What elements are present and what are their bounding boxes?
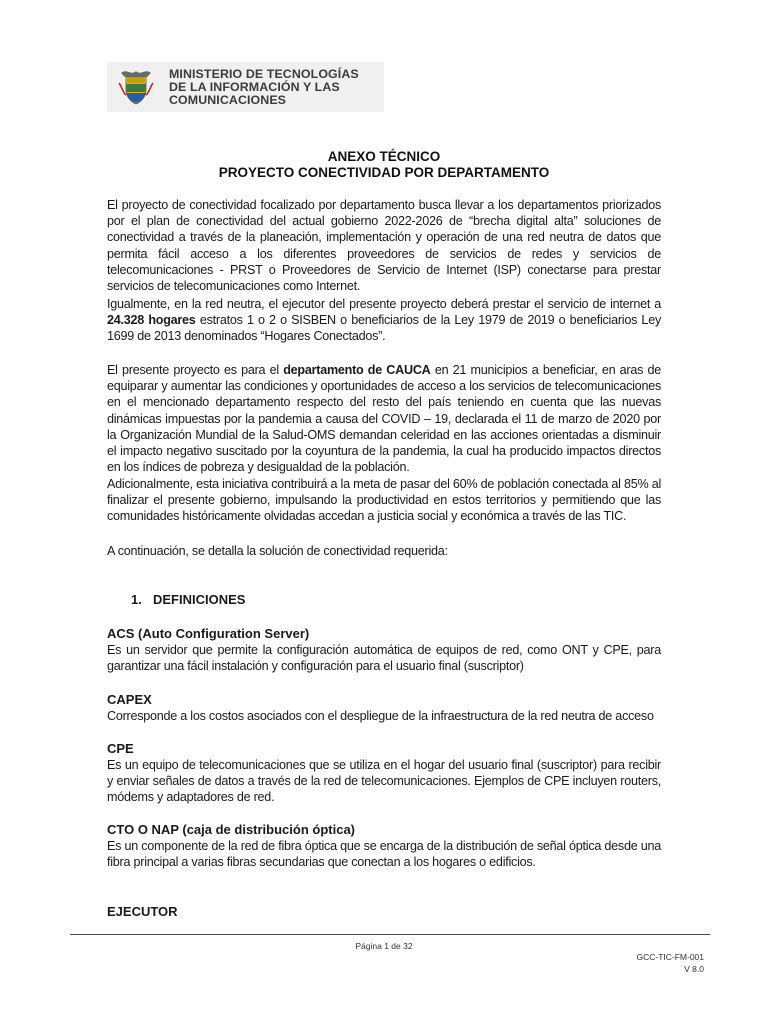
ministry-name-line3: COMUNICACIONES xyxy=(169,92,287,107)
definition-term-acs: ACS (Auto Configuration Server) xyxy=(107,626,310,641)
paragraph-goal: Adicionalmente, esta iniciativa contribuirá a la meta de pasar del 60% de población conectada al 85% al finalizar el presente gobierno, impulsando la productividad en estos territorios y permitiendo que las comunidades históricamente olvidadas accedan a justicia social y económica a través de las TIC. xyxy=(107,477,661,524)
document-title: ANEXO TÉCNICO xyxy=(327,149,441,164)
department-name: departamento de CAUCA xyxy=(283,363,431,377)
document-code xyxy=(636,951,704,975)
paragraph-households xyxy=(107,296,661,345)
paragraph-department xyxy=(107,362,661,475)
definition-term-capex: CAPEX xyxy=(107,692,152,707)
section-title: DEFINICIONES xyxy=(153,592,246,607)
ministry-name-line2: DE LA INFORMACIÓN Y LAS xyxy=(169,79,340,94)
definition-text-acs: Es un servidor que permite la configuración automática de equipos de red, como ONT y CPE, para garantizar una fácil instalación y configuración para el usuario final (suscriptor) xyxy=(107,643,661,674)
definition-text-cto-nap: Es un componente de la red de fibra óptica que se encarga de la distribución de señal óptica desde una fibra principal a varias fibras secundarias que conectan a los hogares o edificios. xyxy=(107,839,661,870)
ministry-name-line1: MINISTERIO DE TECNOLOGÍAS xyxy=(169,66,359,81)
definition-text-cpe: Es un equipo de telecomunicaciones que se utiliza en el hogar del usuario final (suscriptor) para recibir y enviar señales de datos a través de la red de telecomunicaciones. Ejemplos de CPE incluyen routers, módems y adaptadores de red. xyxy=(107,758,661,805)
definition-term-cpe: CPE xyxy=(107,741,134,756)
paragraph-households-text-b: estratos 1 o 2 o SISBEN o beneficiarios de la Ley 1979 de 2019 o beneficiarios Ley 1699 de 2013 denominados “Hogares Conectados”. xyxy=(107,313,661,344)
definition-text-capex: Corresponde a los costos asociados con el despliegue de la infraestructura de la red neutra de acceso xyxy=(107,709,654,723)
households-count: 24.328 hogares xyxy=(107,313,196,328)
colombia-coat-of-arms-icon xyxy=(117,67,155,107)
paragraph-department-text-b: en 21 municipios a beneficiar, en aras de equiparar y aumentar las condiciones y oportunidades de acceso a los servicios de telecomunicaciones en el mencionado departamento respecto del resto del país teniendo en cuenta que las nuevas dinámicas impuestas por la pandemia a causa del COVID – 19, declarada el 11 de marzo de 2020 por la Organización Mundial de la Salud-OMS demandan celeridad en las acciones orientadas a disminuir el impacto negativo suscitado por la coyuntura de la pandemia, la cual ha producido impactos directos en los índices de pobreza y desigualdad de la población. xyxy=(107,363,661,475)
definition-term-cto-nap: CTO O NAP (caja de distribución óptica) xyxy=(107,822,356,837)
document-subtitle: PROYECTO CONECTIVIDAD POR DEPARTAMENTO xyxy=(218,165,550,180)
paragraph-households-text-a: Igualmente, en la red neutra, el ejecutor del presente proyecto deberá prestar el servicio de internet a xyxy=(107,297,661,311)
ministry-name xyxy=(169,68,359,107)
section-number: 1. xyxy=(131,592,142,607)
paragraph-department-text-a: El presente proyecto es para el xyxy=(107,363,284,377)
page-number: Página 1 de 32 xyxy=(355,941,413,951)
ministry-logo xyxy=(107,62,384,112)
form-code: GCC-TIC-FM-001 xyxy=(636,952,704,962)
form-version: V 8.0 xyxy=(684,964,704,974)
paragraph-intro: El proyecto de conectividad focalizado por departamento busca llevar a los departamentos priorizados por el plan de conectividad del actual gobierno 2022-2026 de “brecha digital alta” soluciones de conectividad a través de la planeación, implementación y operación de una red neutra de datos que permita fácil acceso a los diferentes proveedores de servicios de redes y servicios de telecomunicaciones - PRST o Proveedores de Servicio de Internet (ISP) conectarse para prestar servicios de telecomunicaciones como Internet. xyxy=(107,198,661,294)
section-heading-definiciones xyxy=(131,592,245,607)
paragraph-solution-intro: A continuación, se detalla la solución de conectividad requerida: xyxy=(107,544,448,558)
definition-term-ejecutor: EJECUTOR xyxy=(107,904,178,919)
footer-divider xyxy=(70,934,710,935)
